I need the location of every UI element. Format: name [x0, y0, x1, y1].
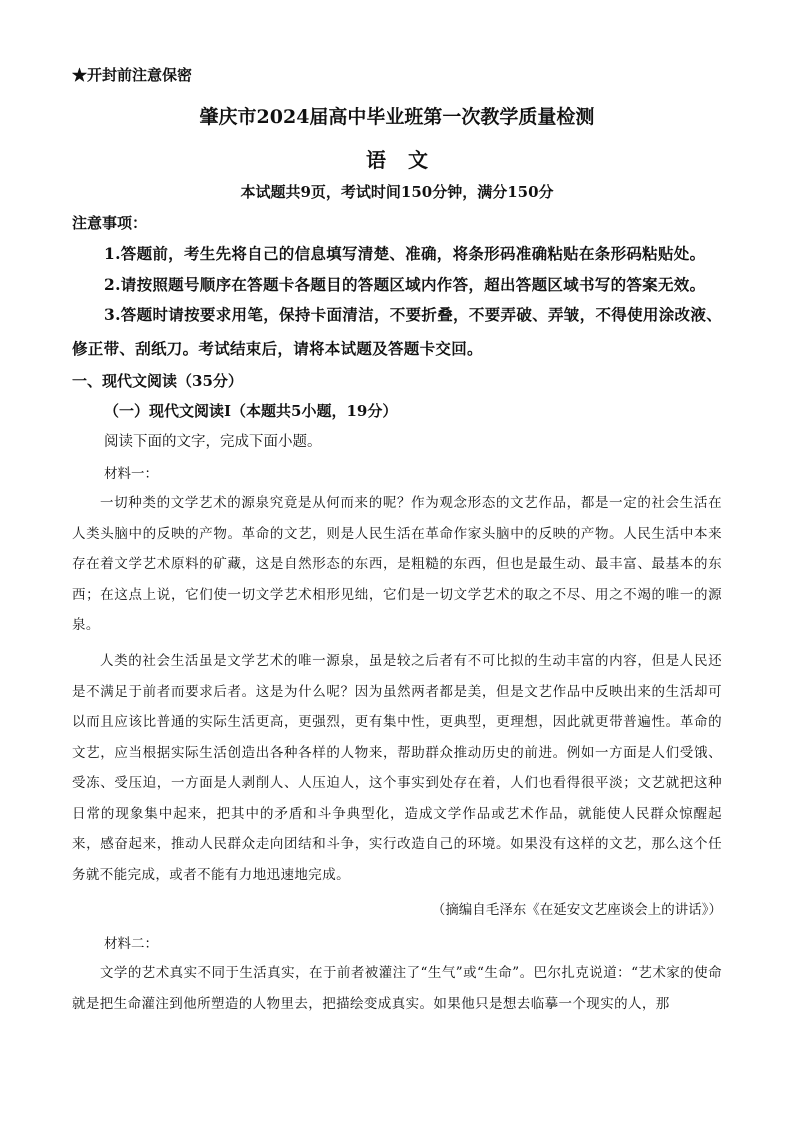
notice-item: 1.答题前，考生先将自己的信息填写清楚、准确，将条形码准确粘贴在条形码粘贴处。	[104, 244, 706, 263]
material-two-paragraph: 文学的艺术真实不同于生活真实，在于前者被灌注了“生气”或“生命”。巴尔扎克说道：“艺术家的使命就是把生命灌注到他所塑造的人物里去，把描绘变成真实。如果他只是想去临摹一个现实的人，那	[72, 965, 722, 1012]
subject-title: 语文	[366, 148, 450, 172]
material-two-label: 材料二：	[104, 936, 158, 952]
section-heading: 一、现代文阅读（35分）	[72, 372, 243, 390]
subsection-heading: （一）现代文阅读Ⅰ（本题共5小题，19分）	[104, 402, 398, 420]
material-one-paragraph: 人类的社会生活虽是文学艺术的唯一源泉，虽是较之后者有不可比拟的生动丰富的内容，但是人民还是不满足于前者而要求后者。这是为什么呢？因为虽然两者都是美，但是文艺作品中反映出来的生活却可以而且应该比普通的实际生活更高，更强烈，更有集中性，更典型，更理想，因此就更带普遍性。革命的文艺，应当根据实际生活创造出各种各样的人物来，帮助群众推动历史的前进。例如一方面是人们受饿、受冻、受压迫，一方面是人剥削人、人压迫人，这个事实到处存在着，人们也看得很平淡；文艺就把这种日常的现象集中起来，把其中的矛盾和斗争典型化，造成文学作品或艺术作品，就能使人民群众惊醒起来，感奋起来，推动人民群众走向团结和斗争，实行改造自己的环境。如果没有这样的文艺，那么这个任务就不能完成，或者不能有力地迅速地完成。	[72, 653, 722, 883]
exam-title: 肇庆市2024届高中毕业班第一次教学质量检测	[199, 106, 595, 128]
notice-heading: 注意事项：	[72, 214, 148, 232]
notice-item: 2.请按照题号顺序在答题卡各题目的答题区域内作答，超出答题区域书写的答案无效。	[104, 275, 706, 294]
reading-instruction: 阅读下面的文字，完成下面小题。	[104, 434, 322, 450]
material-one-paragraph: 一切种类的文学艺术的源泉究竟是从何而来的呢？作为观念形态的文艺作品，都是一定的社会生活在人类头脑中的反映的产物。革命的文艺，则是人民生活在革命作家头脑中的反映的产物。人民生活中本来存在着文学艺术原料的矿藏，这是自然形态的东西，是粗糙的东西，但也是最生动、最丰富、最基本的东西；在这点上说，它们使一切文学艺术相形见绌，它们是一切文学艺术的取之不尽、用之不竭的唯一的源泉。	[72, 495, 722, 633]
confidential-mark: ★开封前注意保密	[72, 66, 193, 84]
exam-info: 本试题共9页，考试时间150分钟，满分150分	[240, 183, 554, 201]
material-one-label: 材料一：	[104, 466, 158, 482]
material-one-source: （摘编自毛泽东《在延安文艺座谈会上的讲话》）	[431, 902, 722, 918]
notice-item: 3.答题时请按要求用笔，保持卡面清洁，不要折叠，不要弄破、弄皱，不得使用涂改液、修正带、刮纸刀。考试结束后，请将本试题及答题卡交回。	[72, 305, 722, 358]
